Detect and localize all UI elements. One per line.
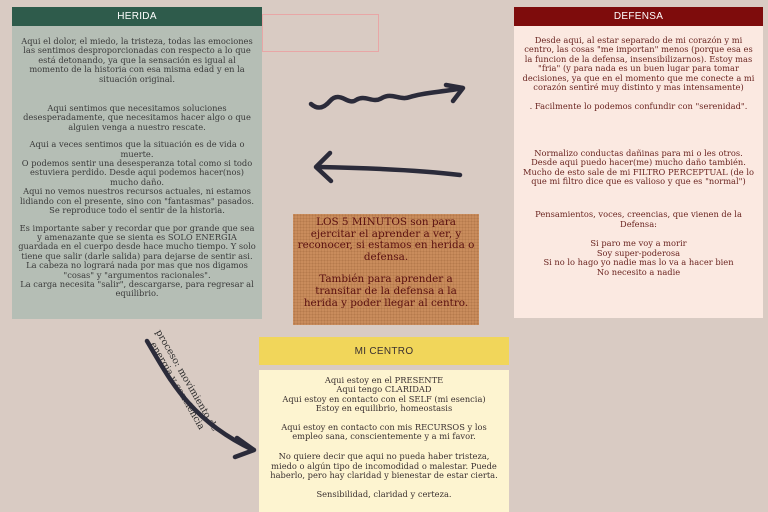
defensa-text: . Facilmente lo podemos confundir con "serenidad". — [529, 101, 748, 112]
five-minutes-text: LOS 5 MINUTOS son para ejercitar el aprender a ver, y reconocer, si estamos en herida o defensa. — [297, 216, 475, 263]
defensa-belief: Si no lo hago yo nadie mas lo va a hacer bien — [543, 257, 734, 268]
arrow-herida-to-defensa — [311, 88, 462, 108]
centro-text: Aqui estoy en contacto con mis RECURSOS y los empleo sana, conscientemente y a mi favor. — [281, 421, 487, 442]
herida-text: O podemos sentir una desesperanza total como si todo estuviera perdido. Desde aqui podemos hacer(nos) mucho daño. — [21, 158, 253, 187]
defensa-text: Mucho de esto sale de mi FILTRO PERCEPTUAL (de lo que mi filtro dice que es valioso y que es "normal") — [523, 166, 754, 187]
defensa-belief: No necesito a nadie — [596, 266, 681, 277]
five-minutes-text: También para aprender a transitar de la defensa a la herida y poder llegar al centro. — [303, 273, 469, 309]
centro-text: Aqui estoy en contacto con el SELF (mi esencia) — [282, 393, 486, 404]
herida-title: HERIDA — [117, 11, 157, 22]
herida-text: Aqui no vemos nuestros recursos actuales, ni estamos lidiando con el presente, sino con "fantasmas" pasados. Se reproduce todo el sentir de la historia. — [20, 186, 254, 216]
arrow-defensa-to-herida — [318, 167, 460, 175]
centro-text: No quiere decir que aqui no pueda haber tristeza, miedo o algún tipo de incomodidad o malestar. Puede haberlo, pero hay claridad y bienestar de estar cierta. — [270, 451, 498, 481]
herida-text: Es importante saber y recordar que por grande que sea y amenazante que se sienta es SOLO ENERGIA guardada en el cuerpo desde hace mucho tiempo. Y solo tiene que salir (darle salida) para dejarse de sentir asi. — [18, 222, 256, 261]
centro-text: Aqui tengo CLARIDAD — [336, 384, 432, 395]
arrowhead-right — [446, 85, 463, 101]
centro-text: Sensibilidad, claridad y certeza. — [316, 488, 452, 499]
centro-text: Aqui estoy en el PRESENTE — [324, 375, 444, 385]
defensa-text: Normalizo conductas dañinas para mi o les otros. Desde aqui puedo hacer(me) mucho daño también. — [531, 147, 746, 168]
herida-text: Aqui el dolor, el miedo, la tristeza, todas las emociones las sentimos desproporcionadas con respecto a lo que está detonando, ya que la sensación es igual al momento de la historia con esa misma edad y en la situación original. — [21, 36, 253, 84]
centro-text: Estoy en equilibrio, homeostasis — [315, 403, 453, 414]
defensa-text: Desde aqui, al estar separado de mi corazón y mi centro, las cosas "me importan" menos (porque esa es la funcion de la defensa, insensibilizarnos). Estoy mas "fria" (y para nada es un buen lugar para tomar decisiones, ya que en el momento que me conecte a mi corazón sentiré muy distinto y mas intensamente) — [522, 35, 755, 93]
process-arrow-label: proceso: movimiento de energia y conciencia — [147, 327, 221, 434]
herida-text: La cabeza no logrará nada por mas que nos digamos "cosas" y "argumentos racionales". — [26, 260, 248, 280]
defensa-belief: Soy super-poderosa — [596, 247, 681, 258]
defensa-text: Pensamientos, voces, creencias, que vienen de la Defensa: — [535, 209, 742, 229]
herida-text: La carga necesita "salir", descargarse, para regresar al equilibrio. — [20, 278, 254, 299]
herida-text: Aqui sentimos que necesitamos soluciones desesperadamente, que necesitamos hacer algo o que alguien venga a nuestro rescate. — [23, 103, 251, 132]
centro-title: MI CENTRO — [354, 345, 414, 357]
defensa-title: DEFENSA — [613, 11, 664, 22]
defensa-belief: Si paro me voy a morir — [590, 238, 687, 249]
arrow-to-centro — [147, 341, 253, 450]
herida-text: Aqui a veces sentimos que la situación es de vida o muerte. — [29, 139, 245, 159]
